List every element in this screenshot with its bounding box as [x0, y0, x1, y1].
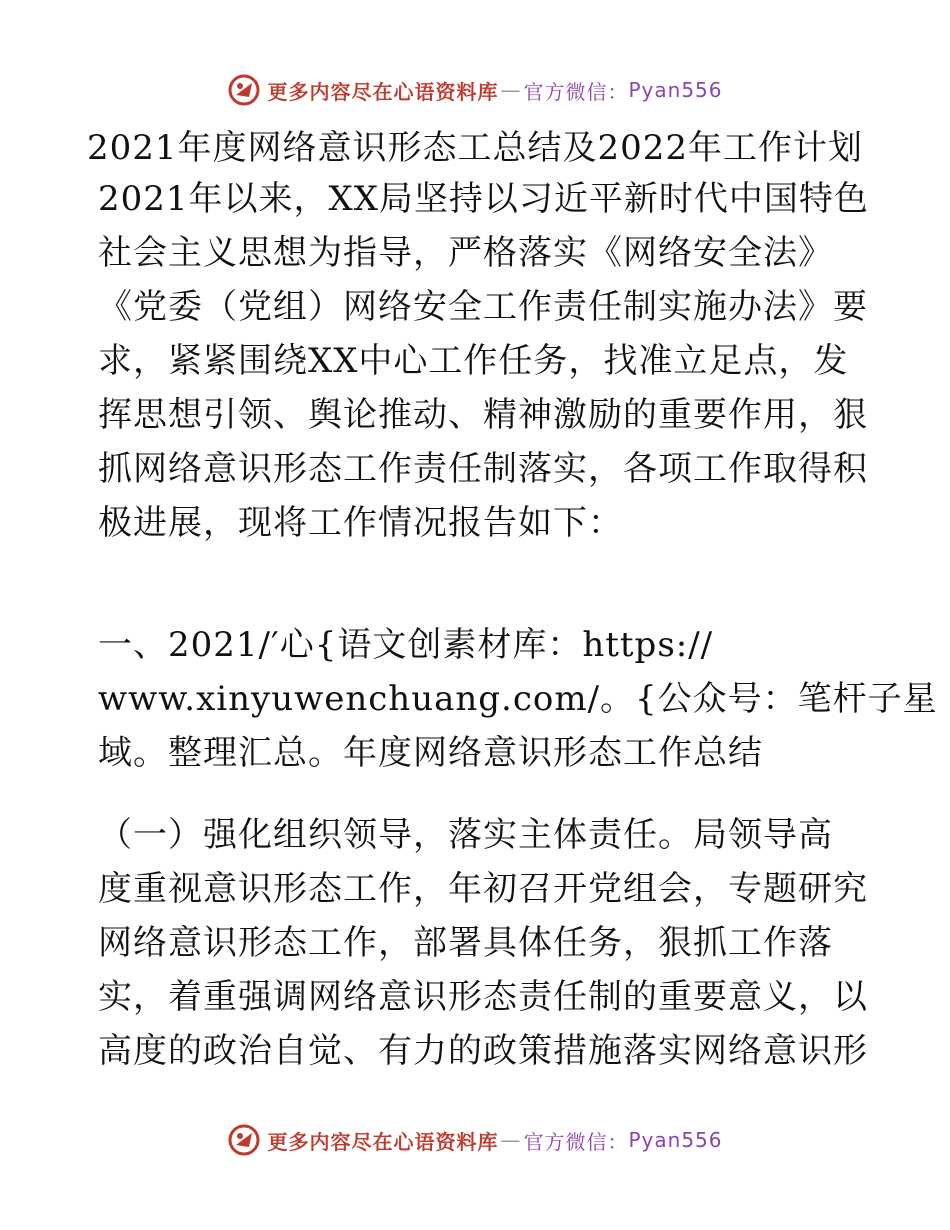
paragraph-line: 网络意识形态工作，部署具体任务，狠抓工作落: [98, 923, 833, 963]
banner-wechat-id: Pyan556: [628, 78, 723, 102]
document-title: 2021年度网络意识形态工总结及2022年工作计划: [86, 128, 864, 168]
paragraph-line: （一）强化组织领导，落实主体责任。局领导高: [98, 815, 833, 855]
paragraph-line: 一、2021/′心{语文创素材库：https://: [98, 625, 714, 665]
paragraph-line: 2021年以来，XX局坚持以习近平新时代中国特色: [98, 179, 869, 219]
paragraph-line: 实，着重强调网络意识形态责任制的重要意义，以: [98, 977, 868, 1017]
banner-text: 更多内容尽在心语资料库: [267, 1129, 499, 1154]
banner-wechat-id: Pyan556: [628, 1128, 723, 1152]
paragraph-line: 挥思想引领、舆论推动、精神激励的重要作用，狠: [98, 395, 868, 435]
intro-paragraph: [98, 172, 869, 550]
banner-dash: —: [500, 78, 522, 102]
brand-logo-icon: [227, 73, 261, 107]
paragraph-line: 《党委（党组）网络安全工作责任制实施办法》要: [98, 287, 868, 327]
subsection-paragraph: [98, 808, 868, 1078]
paragraph-line: 度重视意识形态工作，年初召开党组会，专题研究: [98, 869, 868, 909]
brand-logo-icon: [227, 1123, 261, 1157]
paragraph-line: 极进展，现将工作情况报告如下：: [98, 503, 623, 543]
paragraph-line: www.xinyuwenchuang.com/。{公众号：笔杆子星: [98, 679, 938, 719]
header-banner: [0, 68, 950, 112]
banner-wechat-label: 官方微信：: [523, 79, 629, 104]
footer-banner: [0, 1118, 950, 1162]
banner-dash: —: [500, 1128, 522, 1152]
paragraph-line: 社会主义思想为指导，严格落实《网络安全法》: [98, 233, 833, 273]
section-heading: [98, 618, 938, 780]
banner-wechat-label: 官方微信：: [523, 1129, 629, 1154]
paragraph-line: 求，紧紧围绕XX中心工作任务，找准立足点，发: [98, 341, 849, 381]
paragraph-line: 高度的政治自觉、有力的政策措施落实网络意识形: [98, 1031, 868, 1071]
paragraph-line: 抓网络意识形态工作责任制落实，各项工作取得积: [98, 449, 868, 489]
paragraph-line: 域。整理汇总。年度网络意识形态工作总结: [98, 733, 763, 773]
banner-text: 更多内容尽在心语资料库: [267, 79, 499, 104]
